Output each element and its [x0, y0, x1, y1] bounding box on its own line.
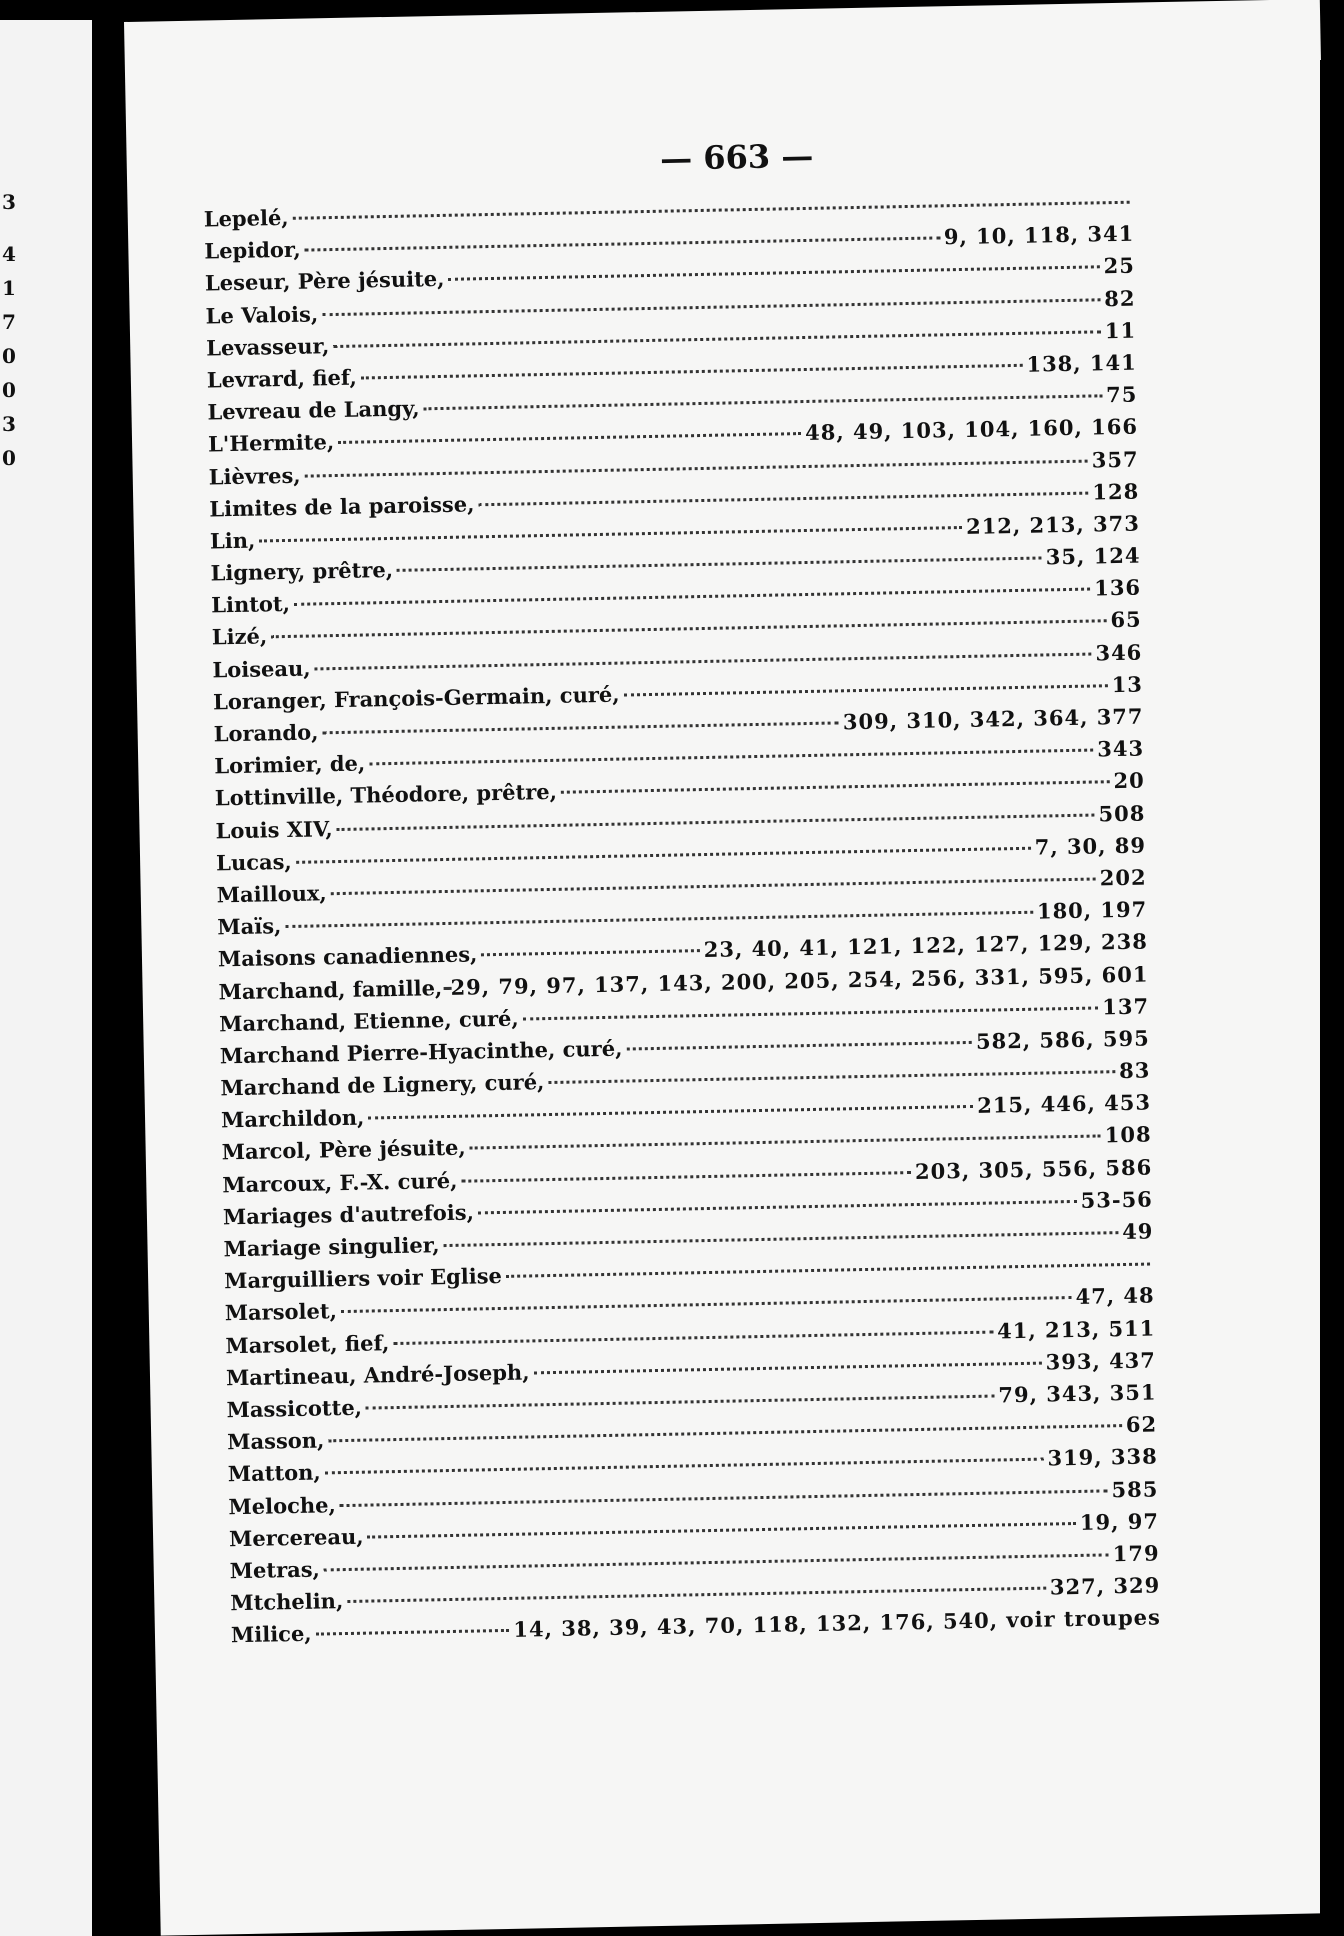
entry-name: L'Hermite, [207, 429, 335, 457]
entry-pages: 9, 10, 118, 341 [943, 220, 1135, 250]
dot-leader [397, 557, 1042, 572]
entry-name: Mariage singulier, [223, 1232, 440, 1262]
entry-pages: 62 [1125, 1411, 1158, 1438]
entry-name: Milice, [230, 1620, 312, 1648]
entry-pages: 47, 48 [1075, 1282, 1155, 1310]
dot-leader [341, 1296, 1072, 1313]
entry-pages: 212, 213, 373 [965, 510, 1141, 539]
entry-pages: 7, 30, 89 [1034, 832, 1147, 860]
dot-leader [368, 1522, 1076, 1539]
left-edge-char: 4 [2, 242, 16, 266]
entry-pages: 309, 310, 342, 364, 377 [842, 703, 1144, 735]
dot-leader [424, 394, 1103, 410]
entry-pages: 508 [1098, 800, 1146, 826]
entry-name: Metras, [229, 1556, 321, 1584]
entry-name: Martineau, André-Joseph, [225, 1359, 530, 1391]
entry-pages: 179 [1112, 1540, 1160, 1567]
entry-name: Masson, [227, 1427, 325, 1455]
entry-pages: 327, 329 [1049, 1572, 1161, 1600]
entry-name: Marchand de Lignery, curé, [220, 1069, 545, 1101]
entry-pages: 35, 124 [1045, 542, 1141, 570]
dot-leader [478, 1200, 1077, 1214]
dot-leader [333, 330, 1101, 348]
entry-pages: 343 [1097, 735, 1145, 762]
dot-leader [315, 652, 1092, 670]
dot-leader [331, 877, 1096, 895]
entry-name: Lottinville, Théodore, prêtre, [214, 779, 558, 811]
entry-name: Maisons canadiennes, [217, 941, 478, 972]
dot-leader [523, 1006, 1099, 1020]
entry-name: Limites de la paroisse, [209, 491, 475, 522]
entry-name: Lucas, [215, 848, 292, 876]
dot-leader [361, 364, 1023, 380]
entry-name: Levasseur, [206, 332, 330, 361]
dot-leader [305, 237, 940, 252]
entry-name: Mailloux, [216, 880, 327, 908]
dot-leader [338, 432, 801, 444]
entry-pages: 41, 213, 511 [996, 1315, 1156, 1344]
dot-leader [561, 781, 1110, 795]
index-page [124, 0, 1344, 1936]
entry-pages: 357 [1091, 446, 1139, 473]
dot-leader [340, 1489, 1108, 1507]
dot-leader [337, 813, 1095, 831]
entry-name: Levrard, fief, [206, 364, 357, 393]
entry-pages: 19, 97 [1079, 1508, 1160, 1535]
entry-pages: 585 [1111, 1475, 1159, 1502]
entry-name: Lièvres, [208, 462, 301, 489]
dot-leader [368, 1105, 973, 1120]
entry-pages: 319, 338 [1047, 1443, 1158, 1471]
entry-name: Mariages d'autrefois, [222, 1199, 475, 1230]
entry-name: Lepelé, [203, 204, 289, 232]
entry-pages: 13 [1111, 671, 1144, 697]
entry-name: Marsolet, [224, 1298, 338, 1326]
entry-name: Leseur, Père jésuite, [204, 266, 445, 296]
entry-name: Lorando, [213, 719, 319, 747]
entry-name: Lin, [209, 527, 256, 554]
dot-leader [296, 846, 1031, 863]
entry-pages: 83 [1118, 1057, 1151, 1084]
dot-leader [285, 911, 1033, 928]
entry-pages: 202 [1099, 864, 1147, 891]
entry-pages: 128 [1092, 478, 1140, 505]
entry-name: Loranger, François-Germain, curé, [212, 681, 620, 715]
entry-pages: 137 [1101, 993, 1150, 1020]
entry-name: Marchildon, [220, 1104, 365, 1133]
entry-name: Marchand Pierre-Hyacinthe, curé, [219, 1035, 623, 1069]
entry-name: Matton, [227, 1459, 321, 1487]
left-edge-char: 0 [2, 344, 16, 368]
dot-leader [294, 588, 1090, 606]
entry-name: Levreau de Langy, [207, 395, 420, 425]
dot-leader [506, 1263, 1150, 1278]
entry-name: Lepidor, [204, 236, 301, 264]
dot-leader [366, 1394, 994, 1409]
left-edge-char: 7 [2, 310, 16, 334]
entry-pages: 53-56 [1080, 1186, 1154, 1213]
entry-pages: 138, 141 [1026, 349, 1137, 377]
entry-name: Marcol, Père jésuite, [221, 1135, 466, 1165]
dot-leader [325, 1458, 1044, 1475]
entry-name: Loiseau, [212, 655, 311, 683]
left-edge-char: 3 [2, 412, 16, 436]
entry-pages: 393, 437 [1045, 1347, 1157, 1375]
entry-pages: 14, 38, 39, 43, 70, 118, 132, 176, 540, voir troupes [513, 1604, 1162, 1643]
dot-leader [271, 620, 1106, 639]
entry-pages: 20 [1113, 767, 1145, 794]
entry-name: Mtchelin, [230, 1588, 344, 1616]
entry-pages: 11 [1104, 317, 1137, 343]
dot-leader [461, 1171, 911, 1183]
index-entries [204, 189, 1162, 1655]
dot-leader [322, 298, 1100, 316]
entry-name: Marchand, Etienne, curé, [219, 1005, 519, 1037]
entry-name: Marcoux, F.-X. curé, [222, 1167, 458, 1197]
entry-pages: 203, 305, 556, 586 [914, 1154, 1153, 1184]
dot-leader [328, 1424, 1122, 1442]
dot-leader [347, 1587, 1046, 1603]
dot-leader [369, 749, 1093, 766]
left-edge-char: 3 [2, 190, 16, 214]
entry-name: Lizé, [211, 623, 268, 650]
dot-leader [259, 526, 962, 542]
entry-pages: 79, 343, 351 [998, 1379, 1157, 1408]
entry-pages: 29, 79, 97, 137, 143, 200, 205, 254, 256, 331, 595, 601 [450, 961, 1149, 1000]
entry-name: Lignery, prêtre, [210, 557, 394, 586]
entry-pages: 48, 49, 103, 104, 160, 166 [804, 413, 1139, 446]
entry-pages: 65 [1110, 607, 1142, 633]
left-edge-char: 0 [2, 378, 16, 402]
entry-pages: 346 [1095, 639, 1143, 666]
entry-pages: 75 [1105, 381, 1138, 408]
dot-leader [324, 1553, 1109, 1571]
entry-name: Meloche, [228, 1491, 337, 1519]
entry-name: Maïs, [217, 913, 282, 940]
book-gutter [92, 0, 124, 1936]
dot-leader [293, 201, 1130, 220]
entry-pages: 49 [1121, 1218, 1154, 1245]
entry-name: Lorimier, de, [214, 750, 366, 779]
dot-leader [322, 721, 839, 734]
left-edge-char: 1 [2, 276, 16, 300]
entry-name: Marchand, famille, [218, 974, 443, 1004]
dot-leader [305, 459, 1088, 477]
entry-pages: 82 [1104, 285, 1136, 311]
entry-pages: 108 [1104, 1121, 1152, 1148]
entry-name: Massicotte, [226, 1394, 363, 1423]
left-edge-char: 0 [2, 446, 16, 470]
left-page-edge [0, 20, 92, 1936]
dot-leader [448, 266, 1099, 282]
entry-name: Le Valois, [205, 300, 319, 329]
dot-leader [393, 1330, 993, 1345]
entry-pages: 215, 446, 453 [976, 1089, 1152, 1119]
entry-pages: 582, 586, 595 [975, 1025, 1150, 1054]
entry-name: Louis XIV, [215, 815, 333, 843]
entry-name: Marguilliers voir Eglise [223, 1263, 503, 1294]
entry-pages: 136 [1093, 574, 1142, 601]
dot-leader [481, 949, 699, 956]
entry-pages: 180, 197 [1036, 896, 1148, 924]
entry-pages: 23, 40, 41, 121, 122, 127, 129, 238 [703, 928, 1149, 963]
dot-leader [624, 684, 1108, 696]
dot-leader [470, 1135, 1101, 1150]
right-scan-edge [1320, 60, 1344, 1936]
dot-leader [548, 1070, 1115, 1084]
dot-leader [533, 1361, 1041, 1374]
dot-leader [626, 1041, 972, 1051]
dot-leader [478, 491, 1088, 506]
entry-pages: 25 [1103, 253, 1136, 279]
page-number: — 663 — [659, 136, 814, 178]
entry-name: Lintot, [210, 591, 291, 618]
dot-leader [316, 1629, 510, 1636]
dot-leader [444, 1231, 1119, 1247]
entry-name: Mercereau, [228, 1523, 364, 1551]
entry-name: Marsolet, fief, [225, 1329, 390, 1358]
